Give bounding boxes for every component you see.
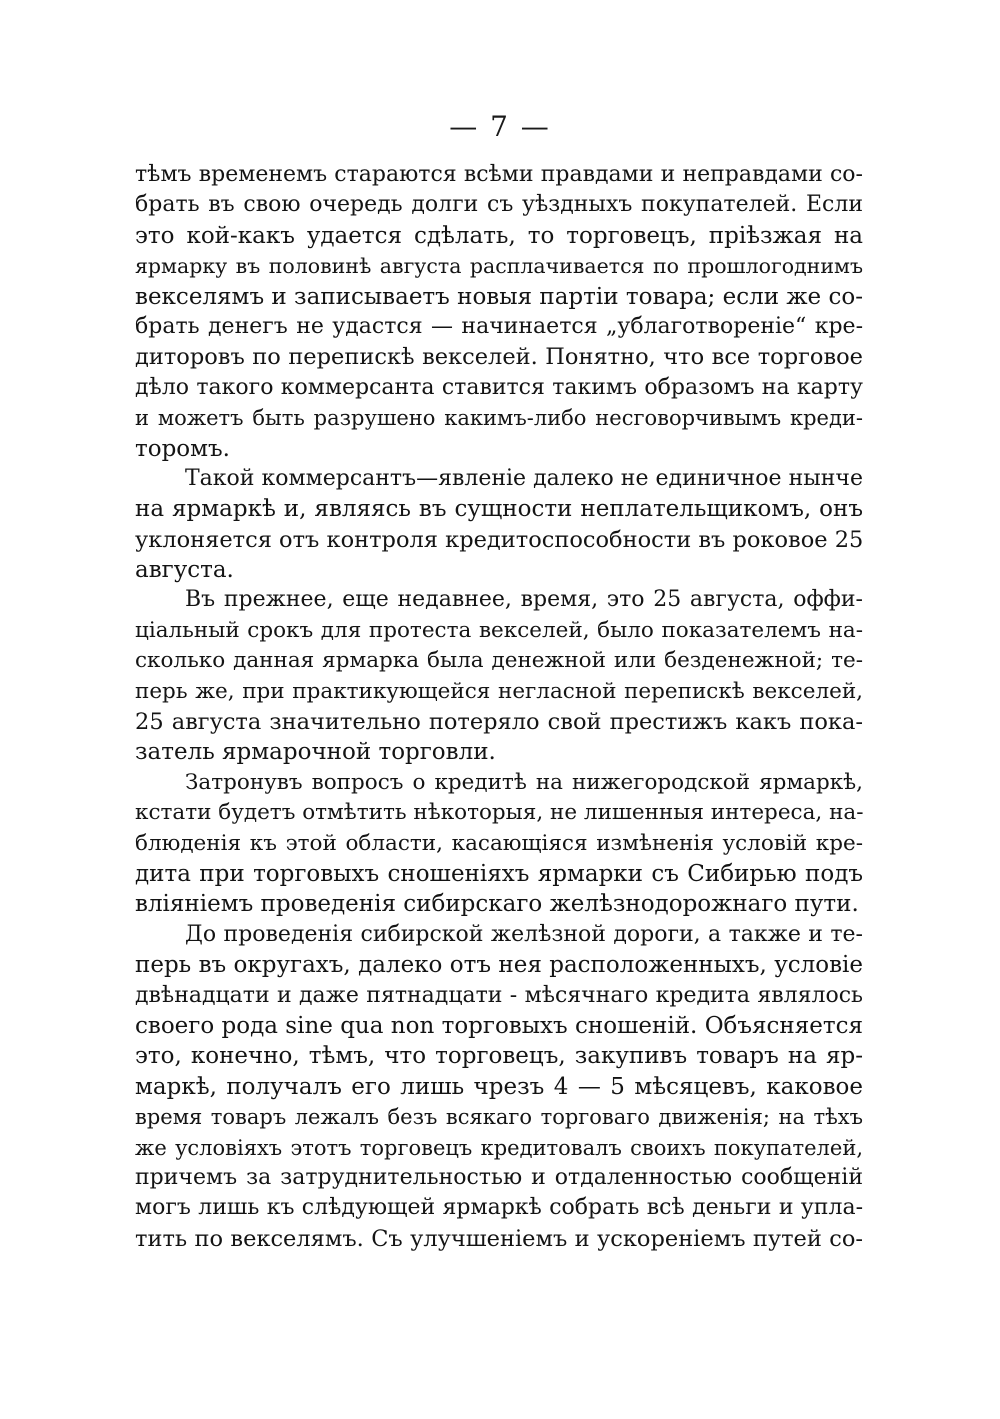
text-line: блюденія къ этой области, касающіяся измѣненія условій кре- [135, 830, 863, 856]
text-line: перь въ округахъ, далеко отъ нея расположенныхъ, условіе [135, 952, 863, 979]
paragraph [135, 160, 863, 464]
text-line: векселямъ и записываетъ новыя партіи товара; если же со- [135, 283, 863, 310]
paragraph [135, 768, 863, 920]
text-line: маркѣ, получалъ его лишь чрезъ 4 — 5 мѣсяцевъ, каковое [135, 1073, 863, 1100]
text-line: Въ прежнее, еще недавнее, время, это 25 августа, оффи- [185, 587, 863, 613]
text-line: же условіяхъ этотъ торговецъ кредитовалъ своихъ покупателей, [135, 1135, 863, 1160]
text-line: торомъ. [135, 435, 230, 462]
text-line: время товаръ лежалъ безъ всякаго торговаго движенія; на тѣхъ [135, 1105, 863, 1130]
text-line: это кой-какъ удается сдѣлать, то торговецъ, пріѣзжая на [135, 222, 863, 249]
text-line: сколько данная ярмарка была денежной или безденежной; те- [135, 648, 863, 674]
paragraph [135, 920, 863, 1254]
text-line: это, конечно, тѣмъ, что торговецъ, закупивъ товаръ на яр- [135, 1043, 863, 1070]
text-line: вліяніемъ проведенія сибирскаго желѣзнодорожнаго пути. [135, 891, 859, 918]
text-line: брать въ свою очередь долги съ уѣздныхъ покупателей. Если [135, 192, 863, 218]
text-line: До проведенія сибирской желѣзной дороги, а также и те- [185, 921, 863, 947]
paragraph [135, 464, 863, 586]
text-line: кстати будетъ отмѣтить нѣкоторыя, не лишенныя интереса, на- [135, 800, 863, 826]
text-line: могъ лишь къ слѣдующей ярмаркѣ собрать всѣ деньги и упла- [135, 1195, 863, 1221]
text-line: тить по векселямъ. Съ улучшеніемъ и ускореніемъ путей со- [135, 1225, 863, 1252]
text-line: дѣло такого коммерсанта ставится такимъ образомъ на карту [135, 374, 863, 400]
text-line: затель ярмарочной торговли. [135, 739, 496, 766]
text-line: ціальный срокъ для протеста векселей, было показателемъ на- [135, 617, 863, 643]
text-line: своего рода sine qua non торговыхъ сношеній. Объясняется [135, 1012, 863, 1039]
text-line: августа. [135, 557, 234, 584]
page-body [135, 160, 863, 1254]
paragraph [135, 585, 863, 767]
text-line: дита при торговыхъ сношеніяхъ ярмарки съ Сибирью подъ [135, 860, 863, 887]
text-line: двѣнадцати и даже пятнадцати - мѣсячнаго кредита являлось [135, 982, 863, 1008]
text-line: брать денегъ не удастся — начинается „ублаготвореніе“ кре- [135, 313, 863, 339]
text-line: Такой коммерсантъ—явленіе далеко не единичное нынче [185, 465, 863, 491]
text-line: ярмарку въ половинѣ августа расплачивается по прошлогоднимъ [135, 254, 863, 279]
text-line: уклоняется отъ контроля кредитоспособности въ роковое 25 [135, 526, 863, 553]
text-line: на ярмаркѣ и, являясь въ сущности неплательщикомъ, онъ [135, 496, 863, 523]
text-line: тѣмъ временемъ стараются всѣми правдами и неправдами со- [135, 162, 863, 187]
text-line: Затронувъ вопросъ о кредитѣ на нижегородской ярмаркѣ, [185, 769, 863, 795]
page-number: — 7 — [449, 110, 551, 143]
text-line: 25 августа значительно потеряло свой престижъ какъ пока- [135, 709, 863, 736]
text-line: причемъ за затруднительностью и отдаленностью сообщеній [135, 1164, 863, 1190]
text-line: и можетъ быть разрушено какимъ-либо несговорчивымъ креди- [135, 406, 863, 431]
text-line: перь же, при практикующейся негласной перепискѣ векселей, [135, 678, 863, 704]
text-line: диторовъ по перепискѣ векселей. Понятно, что все торговое [135, 344, 863, 371]
